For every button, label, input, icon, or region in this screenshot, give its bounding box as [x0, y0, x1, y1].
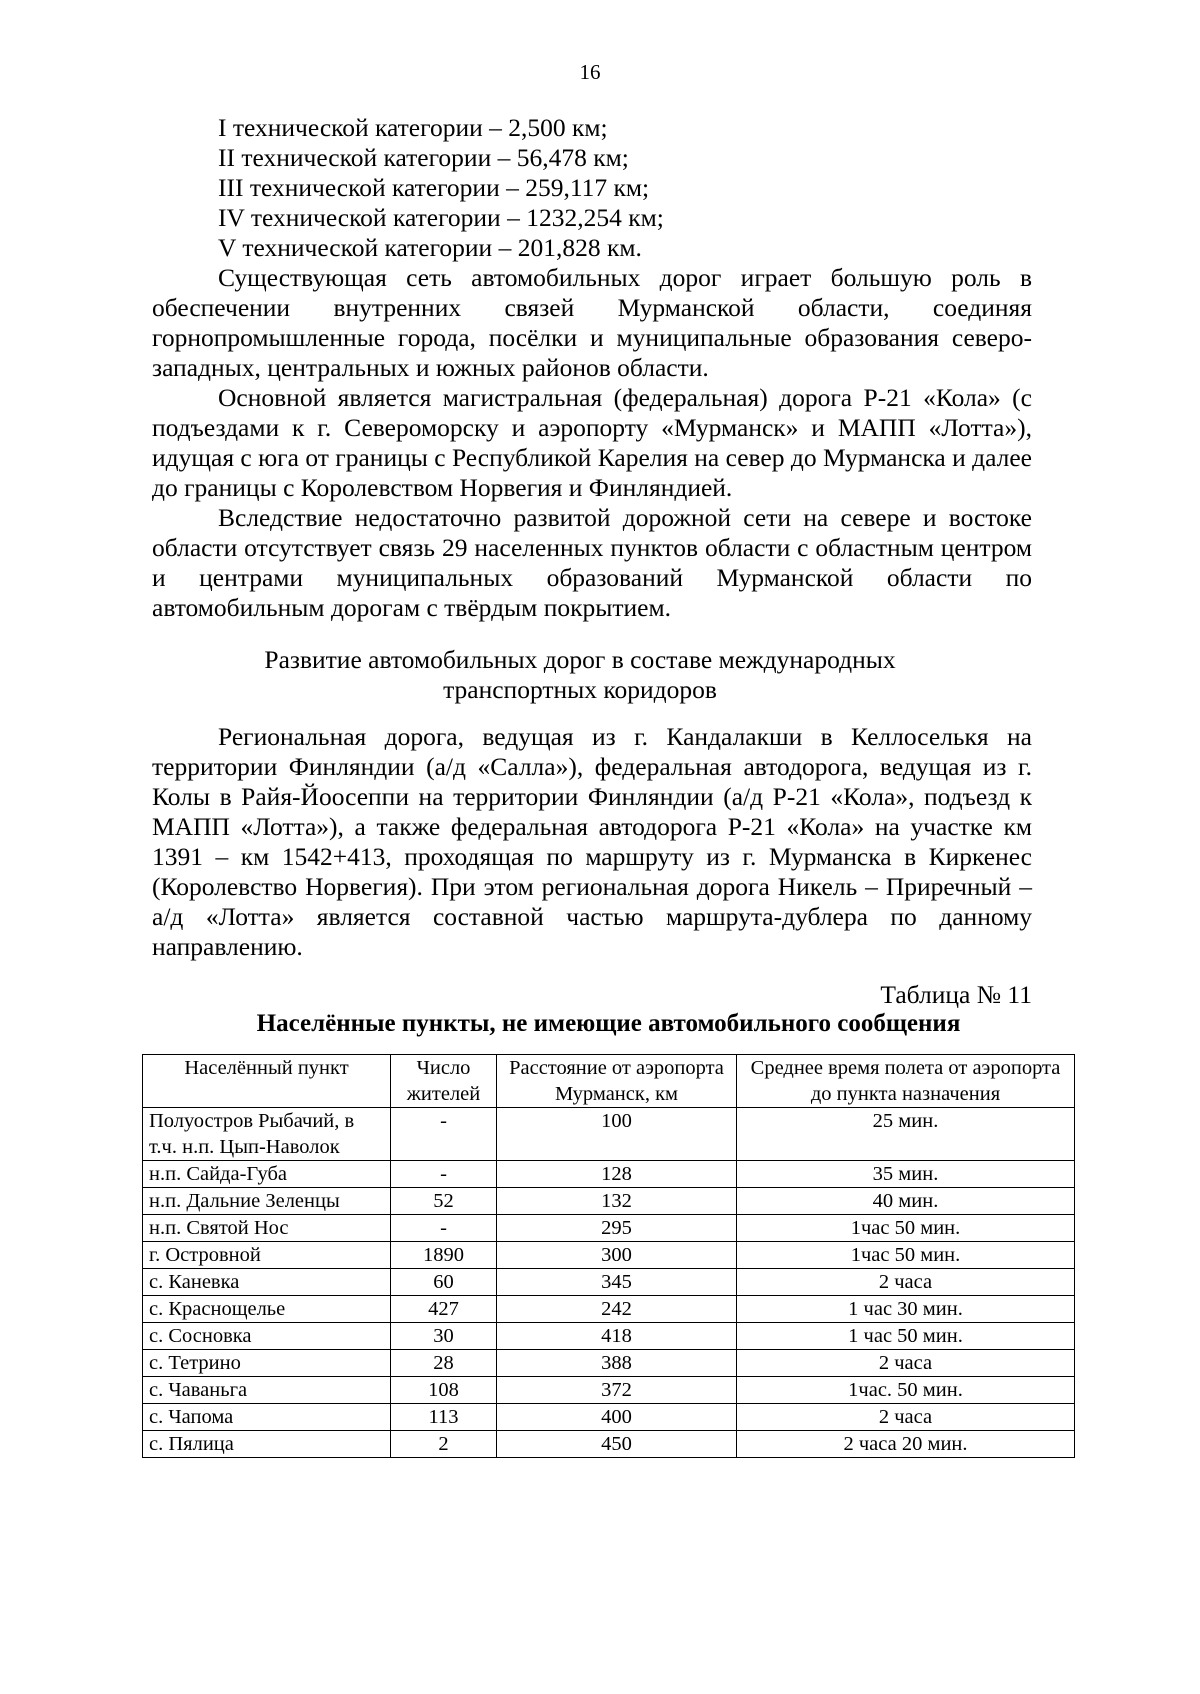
table-header-row: [143, 1055, 1075, 1108]
table-row: [143, 1269, 1075, 1296]
settlement-cell: с. Пялица: [143, 1431, 391, 1458]
category-item: IV технической категории – 1232,254 км;: [218, 203, 664, 232]
flight-time-cell: 25 мин.: [737, 1108, 1075, 1161]
population-cell: 52: [391, 1188, 497, 1215]
population-cell: -: [391, 1215, 497, 1242]
section-heading-line: Развитие автомобильных дорог в составе международных: [264, 645, 896, 674]
table-row: [143, 1377, 1075, 1404]
flight-time-cell: 1 час 30 мин.: [737, 1296, 1075, 1323]
flight-time-cell: 1 час 50 мин.: [737, 1323, 1075, 1350]
flight-time-cell: 40 мин.: [737, 1188, 1075, 1215]
table-row: [143, 1108, 1075, 1161]
population-cell: 108: [391, 1377, 497, 1404]
distance-cell: 400: [497, 1404, 737, 1431]
column-header: Среднее время полета от аэропорта до пункта назначения: [737, 1055, 1075, 1108]
flight-time-cell: 2 часа: [737, 1350, 1075, 1377]
settlement-cell: н.п. Дальние Зеленцы: [143, 1188, 391, 1215]
distance-cell: 418: [497, 1323, 737, 1350]
category-item: I технической категории – 2,500 км;: [218, 113, 608, 142]
table-row: [143, 1323, 1075, 1350]
flight-time-cell: 2 часа: [737, 1269, 1075, 1296]
settlement-cell: н.п. Сайда-Губа: [143, 1161, 391, 1188]
settlement-cell: с. Тетрино: [143, 1350, 391, 1377]
paragraph: Вследствие недостаточно развитой дорожной сети на севере и востоке области отсутствует связь 29 населенных пунктов области с областным центром и центрами муниципальных образований Мурманской области по автомобильным дорогам с твёрдым покрытием.: [152, 503, 1032, 622]
table-row: [143, 1161, 1075, 1188]
table-row: [143, 1404, 1075, 1431]
table-row: [143, 1296, 1075, 1323]
flight-time-cell: 1час 50 мин.: [737, 1215, 1075, 1242]
table-row: [143, 1242, 1075, 1269]
population-cell: -: [391, 1161, 497, 1188]
section-body: [152, 722, 1032, 962]
column-header: Населённый пункт: [143, 1055, 391, 1108]
section-heading: [140, 645, 1020, 705]
table-row: [143, 1431, 1075, 1458]
paragraph: Региональная дорога, ведущая из г. Кандалакши в Келлоселькя на территории Финляндии (а/д «Салла»), федеральная автодорога, ведущая из г. Колы в Райя-Йоосеппи на территории Финляндии (а/д Р-21 «Кола», подъезд к МАПП «Лотта»), а также федеральная автодорога Р-21 «Кола» на участке км 1391 – км 1542+413, проходящая по маршруту из г. Мурманска в Киркенес (Королевство Норвегия). При этом региональная дорога Никель – Приречный – а/д «Лотта» является составной частью маршрута-дублера по данному направлению.: [152, 722, 1032, 961]
population-cell: 1890: [391, 1242, 497, 1269]
population-cell: 28: [391, 1350, 497, 1377]
flight-time-cell: 1час 50 мин.: [737, 1242, 1075, 1269]
table-row: [143, 1350, 1075, 1377]
flight-time-cell: 2 часа 20 мин.: [737, 1431, 1075, 1458]
population-cell: 2: [391, 1431, 497, 1458]
paragraph: Существующая сеть автомобильных дорог играет большую роль в обеспечении внутренних связей Мурманской области, соединяя горнопромышленные города, посёлки и муниципальные образования северо-западных, центральных и южных районов области.: [152, 263, 1032, 382]
category-item: III технической категории – 259,117 км;: [218, 173, 650, 202]
population-cell: 30: [391, 1323, 497, 1350]
settlements-table: [142, 1054, 1075, 1458]
settlement-cell: с. Чапома: [143, 1404, 391, 1431]
settlement-cell: с. Краснощелье: [143, 1296, 391, 1323]
distance-cell: 372: [497, 1377, 737, 1404]
column-header: Число жителей: [391, 1055, 497, 1108]
settlement-cell: Полуостров Рыбачий, в т.ч. н.п. Цып-Наволок: [143, 1108, 391, 1161]
distance-cell: 450: [497, 1431, 737, 1458]
population-cell: 60: [391, 1269, 497, 1296]
paragraph: Основной является магистральная (федеральная) дорога Р-21 «Кола» (с подъездами к г. Североморску и аэропорту «Мурманск» и МАПП «Лотта»), идущая с юга от границы с Республикой Карелия на север до Мурманска и далее до границы с Королевством Норвегия и Финляндией.: [152, 383, 1032, 502]
body-text: [152, 263, 1032, 623]
distance-cell: 132: [497, 1188, 737, 1215]
settlement-cell: г. Островной: [143, 1242, 391, 1269]
population-cell: 427: [391, 1296, 497, 1323]
settlement-cell: с. Чаваньга: [143, 1377, 391, 1404]
settlement-cell: с. Сосновка: [143, 1323, 391, 1350]
column-header: Расстояние от аэропорта Мурманск, км: [497, 1055, 737, 1108]
distance-cell: 345: [497, 1269, 737, 1296]
page-number: 16: [579, 60, 601, 84]
distance-cell: 295: [497, 1215, 737, 1242]
flight-time-cell: 1час. 50 мин.: [737, 1377, 1075, 1404]
distance-cell: 242: [497, 1296, 737, 1323]
flight-time-cell: 2 часа: [737, 1404, 1075, 1431]
distance-cell: 128: [497, 1161, 737, 1188]
category-list: [152, 113, 1032, 263]
category-item: II технической категории – 56,478 км;: [218, 143, 629, 172]
section-heading-line: транспортных коридоров: [443, 675, 717, 704]
distance-cell: 388: [497, 1350, 737, 1377]
distance-cell: 300: [497, 1242, 737, 1269]
population-cell: -: [391, 1108, 497, 1161]
table-row: [143, 1215, 1075, 1242]
category-item: V технической категории – 201,828 км.: [218, 233, 642, 262]
distance-cell: 100: [497, 1108, 737, 1161]
population-cell: 113: [391, 1404, 497, 1431]
table-row: [143, 1188, 1075, 1215]
settlement-cell: н.п. Святой Нос: [143, 1215, 391, 1242]
table-title: Населённые пункты, не имеющие автомобильного сообщения: [256, 1010, 961, 1037]
flight-time-cell: 35 мин.: [737, 1161, 1075, 1188]
settlement-cell: с. Каневка: [143, 1269, 391, 1296]
table-number: Таблица № 11: [880, 980, 1032, 1009]
